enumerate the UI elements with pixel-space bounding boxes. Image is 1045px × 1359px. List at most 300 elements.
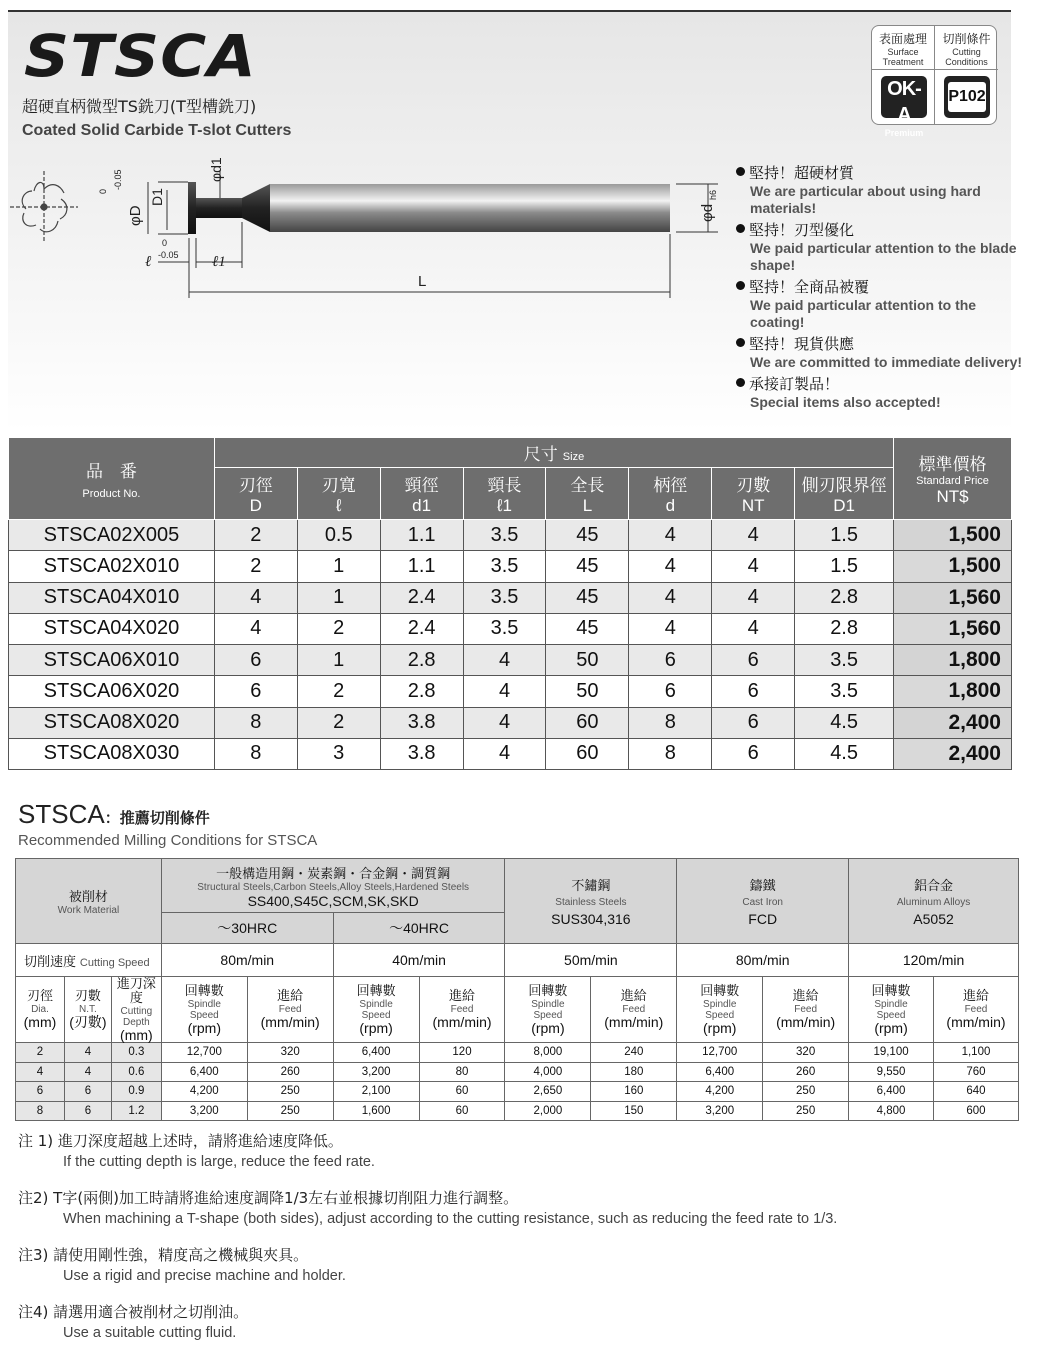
dia-label-dia-cn: 刃徑 bbox=[26, 989, 53, 1004]
spindle-cell: 6,400 bbox=[849, 1082, 934, 1102]
size-cell: 45 bbox=[546, 582, 629, 613]
product-number: STSCA08X030 bbox=[9, 738, 215, 769]
col-cn: 刃徑 bbox=[238, 476, 273, 496]
note-en: When machining a T-shape (both sides), adjust according to the cutting resistance, such as reducing the feed rate to 1/3. bbox=[63, 1211, 838, 1227]
conditions-en-2: Conditions bbox=[945, 57, 988, 67]
size-cell: 6 bbox=[712, 676, 795, 707]
size-header bbox=[214, 438, 893, 468]
size-cell: 1.5 bbox=[795, 551, 894, 582]
price-cell: 1,560 bbox=[894, 582, 1012, 613]
size-cell: 45 bbox=[546, 551, 629, 582]
spindle-label-spindle-en2: Speed bbox=[533, 1009, 563, 1021]
speed-value: 80m/min bbox=[677, 944, 849, 977]
material-group-stainless bbox=[505, 859, 677, 944]
table-row bbox=[9, 582, 1012, 613]
dim-l-tol-lower: -0.05 bbox=[158, 250, 179, 260]
size-cell: 6 bbox=[214, 645, 297, 676]
feature-cn: 承接訂製品！ bbox=[749, 375, 840, 393]
size-cell: 3.5 bbox=[463, 582, 546, 613]
hardness-30: ～30HRC bbox=[161, 913, 333, 944]
size-cell: 4 bbox=[629, 520, 712, 551]
size-cell: 1.1 bbox=[380, 551, 463, 582]
spindle-cell: 12,700 bbox=[677, 1043, 763, 1063]
spindle-cell: 6,400 bbox=[161, 1062, 247, 1082]
depth-cell: 0.9 bbox=[111, 1082, 161, 1102]
material-group-steel bbox=[161, 859, 505, 913]
dia-cell: 6 bbox=[16, 1082, 65, 1102]
spindle-label-spindle-unit: (rpm) bbox=[874, 1019, 908, 1036]
conditions-title-en: STSCA bbox=[18, 799, 105, 829]
size-cell: 4 bbox=[463, 738, 546, 769]
size-cell: 2.8 bbox=[380, 645, 463, 676]
note-cn: 注4) 請選用適合被削材之切削油。 bbox=[18, 1303, 249, 1321]
feed-label-feed-unit: (mm/min) bbox=[260, 1014, 320, 1030]
col-cn: 頸長 bbox=[487, 476, 522, 496]
price-cell: 1,500 bbox=[894, 551, 1012, 582]
price-cell: 1,800 bbox=[894, 676, 1012, 707]
feature-en: We paid particular attention to the coating! bbox=[750, 297, 977, 330]
product-number: STSCA08X020 bbox=[9, 707, 215, 738]
table-row bbox=[16, 1043, 1019, 1063]
group-cn: 不鏽鋼 bbox=[571, 879, 611, 894]
spindle-cell: 4,000 bbox=[505, 1062, 591, 1082]
conditions-cn: 切削條件 bbox=[942, 32, 991, 46]
bullet-icon bbox=[736, 281, 745, 290]
col-symbol: D bbox=[249, 496, 262, 515]
spindle-label-spindle-en2: Speed bbox=[189, 1009, 219, 1021]
spindle-cell: 2,000 bbox=[505, 1101, 591, 1121]
spindle-label-spindle-en1: Spindle bbox=[187, 998, 221, 1010]
dia-cell: 8 bbox=[16, 1101, 65, 1121]
feature-en: We are committed to immediate delivery! bbox=[750, 354, 1023, 370]
size-cell: 6 bbox=[214, 676, 297, 707]
speed-value: 40m/min bbox=[333, 944, 505, 977]
spindle-cell: 4,800 bbox=[849, 1101, 934, 1121]
col-cn: 側刃限界徑 bbox=[801, 476, 887, 496]
size-cell: 45 bbox=[546, 613, 629, 644]
depth-label-depth-en1: Cutting bbox=[120, 1005, 153, 1017]
spindle-label-spindle-unit: (rpm) bbox=[703, 1019, 737, 1036]
end-view-icon bbox=[10, 171, 78, 243]
spindle-label-spindle-en1: Spindle bbox=[531, 998, 565, 1010]
col-cn: 柄徑 bbox=[653, 476, 688, 496]
spindle-label-spindle-en2: Speed bbox=[705, 1009, 735, 1021]
spindle-cell: 2,650 bbox=[505, 1082, 591, 1102]
product-no-en: Product No. bbox=[82, 488, 141, 500]
col-symbol: ℓ1 bbox=[497, 496, 512, 515]
price-cn: 標準價格 bbox=[918, 455, 987, 475]
feed-cell: 120 bbox=[419, 1043, 505, 1063]
nt-cell: 6 bbox=[64, 1101, 111, 1121]
spindle-label-spindle-cn: 回轉數 bbox=[528, 983, 568, 999]
product-number: STSCA06X020 bbox=[9, 676, 215, 707]
dia-cell: 2 bbox=[16, 1043, 65, 1063]
spindle-cell: 19,100 bbox=[849, 1043, 934, 1063]
spindle-cell: 4,200 bbox=[161, 1082, 247, 1102]
spindle-cell: 9,550 bbox=[849, 1062, 934, 1082]
depth-label-depth-unit: (mm) bbox=[120, 1026, 153, 1043]
size-cell: 2.8 bbox=[795, 613, 894, 644]
size-cell: 4 bbox=[214, 582, 297, 613]
table-row bbox=[9, 613, 1012, 644]
size-cell: 4 bbox=[712, 582, 795, 613]
dim-D-tol-upper: 0 bbox=[98, 188, 108, 194]
feature-cn: 堅持！刃型優化 bbox=[749, 221, 855, 239]
size-col-header bbox=[380, 468, 463, 520]
group-grade: FCD bbox=[748, 911, 778, 927]
note-cn: 注 1) 進刀深度超越上述時，請將進給速度降低。 bbox=[18, 1132, 343, 1150]
group-en: Structural Steels,Carbon Steels,Alloy Steels,Hardened Steels bbox=[197, 881, 470, 893]
spindle-cell: 6,400 bbox=[677, 1062, 763, 1082]
feed-cell: 320 bbox=[247, 1043, 333, 1063]
feature-list bbox=[736, 163, 1026, 414]
product-no-cn: 品 番 bbox=[85, 462, 137, 482]
product-number: STSCA04X020 bbox=[9, 613, 215, 644]
feed-label-feed-en: Feed bbox=[278, 1004, 302, 1015]
size-cell: 2.4 bbox=[380, 613, 463, 644]
speed-label-en: Cutting Speed bbox=[79, 956, 150, 969]
feed-cell: 150 bbox=[591, 1101, 677, 1121]
shank bbox=[270, 184, 670, 232]
dim-d-tol: h6 bbox=[708, 189, 718, 200]
size-col-header bbox=[214, 468, 297, 520]
size-cell: 2.8 bbox=[795, 582, 894, 613]
bullet-icon bbox=[736, 338, 745, 347]
feature-en: We paid particular attention to the blade shape! bbox=[750, 240, 1017, 273]
cutting-speed-label bbox=[16, 944, 162, 977]
nt-cell: 4 bbox=[64, 1062, 111, 1082]
dim-l-tol-upper: 0 bbox=[162, 238, 168, 248]
dim-D1-label: D1 bbox=[149, 188, 165, 206]
col-symbol: d1 bbox=[412, 496, 432, 515]
spindle-label-spindle-cn: 回轉數 bbox=[356, 983, 396, 999]
col-symbol: NT bbox=[741, 496, 765, 515]
group-grade: SUS304,316 bbox=[551, 911, 631, 927]
subtitle-cn: 超硬直柄微型TS銑刀(T型槽銑刀) bbox=[22, 97, 257, 116]
feed-label-feed-cn: 進給 bbox=[792, 989, 819, 1004]
size-cell: 60 bbox=[546, 738, 629, 769]
spindle-label-spindle-unit: (rpm) bbox=[359, 1019, 393, 1036]
size-cell: 4 bbox=[712, 551, 795, 582]
size-cell: 0.5 bbox=[297, 520, 380, 551]
feed-cell: 160 bbox=[591, 1082, 677, 1102]
group-en: Cast Iron bbox=[742, 897, 783, 908]
price-cell: 1,560 bbox=[894, 613, 1012, 644]
note-en: If the cutting depth is large, reduce the feed rate. bbox=[63, 1154, 375, 1170]
size-cell: 8 bbox=[214, 707, 297, 738]
size-cell: 4 bbox=[712, 613, 795, 644]
feed-label-feed-cn: 進給 bbox=[620, 989, 647, 1004]
speed-value: 50m/min bbox=[505, 944, 677, 977]
feed-cell: 60 bbox=[419, 1082, 505, 1102]
group-cn: 鋁合金 bbox=[914, 879, 954, 894]
subtitle-en: Coated Solid Carbide T-slot Cutters bbox=[22, 122, 292, 139]
table-row bbox=[9, 520, 1012, 551]
coating-sub: Premium bbox=[884, 128, 924, 138]
spec-badge bbox=[871, 25, 997, 138]
size-cell: 4 bbox=[463, 645, 546, 676]
col-symbol: ℓ bbox=[335, 496, 342, 515]
size-cell: 8 bbox=[629, 738, 712, 769]
dim-D-label: φD bbox=[127, 205, 144, 226]
note-en: Use a rigid and precise machine and holder. bbox=[63, 1268, 346, 1284]
hardness-40: ～40HRC bbox=[333, 913, 505, 944]
group-grade: SS400,S45C,SCM,SK,SKD bbox=[247, 892, 419, 909]
size-cell: 4 bbox=[214, 613, 297, 644]
product-number: STSCA02X005 bbox=[9, 520, 215, 551]
spindle-label-spindle-en2: Speed bbox=[361, 1009, 391, 1021]
size-cell: 8 bbox=[214, 738, 297, 769]
feed-cell: 600 bbox=[933, 1101, 1018, 1121]
size-en: Size bbox=[562, 451, 585, 463]
group-grade: A5052 bbox=[913, 911, 954, 927]
depth-cell: 0.6 bbox=[111, 1062, 161, 1082]
nt-cell: 6 bbox=[64, 1082, 111, 1102]
size-col-header bbox=[795, 468, 894, 520]
spindle-label bbox=[677, 977, 763, 1043]
surface-treatment-cell bbox=[872, 26, 935, 138]
size-cell: 4 bbox=[463, 676, 546, 707]
bullet-icon bbox=[736, 378, 745, 387]
spindle-label-spindle-cn: 回轉數 bbox=[184, 983, 224, 999]
price-unit: NT$ bbox=[936, 487, 969, 506]
feed-label bbox=[763, 977, 849, 1043]
feature-item bbox=[736, 220, 1026, 274]
feed-cell: 260 bbox=[247, 1062, 333, 1082]
product-number: STSCA02X010 bbox=[9, 551, 215, 582]
size-col-header bbox=[463, 468, 546, 520]
group-en: Aluminum Alloys bbox=[896, 897, 971, 908]
table-row bbox=[9, 676, 1012, 707]
size-cell: 2.8 bbox=[380, 676, 463, 707]
depth-label-depth-en2: Depth bbox=[123, 1016, 150, 1028]
note-item bbox=[18, 1187, 1018, 1229]
spindle-label bbox=[505, 977, 591, 1043]
size-cell: 1 bbox=[297, 582, 380, 613]
feature-en: Special items also accepted! bbox=[750, 394, 941, 410]
note-item bbox=[18, 1244, 1018, 1286]
size-cell: 4.5 bbox=[795, 707, 894, 738]
size-cell: 1.1 bbox=[380, 520, 463, 551]
spindle-cell: 12,700 bbox=[161, 1043, 247, 1063]
spindle-label-spindle-en1: Spindle bbox=[359, 998, 393, 1010]
conditions-title bbox=[18, 799, 210, 830]
price-cell: 2,400 bbox=[894, 707, 1012, 738]
feed-cell: 320 bbox=[763, 1043, 849, 1063]
feature-item bbox=[736, 334, 1026, 371]
table-row bbox=[16, 1101, 1019, 1121]
note-cn: 注2) T字(兩側)加工時請將進給速度調降1/3左右並根據切削阻力進行調整。 bbox=[18, 1189, 519, 1207]
size-cn: 尺寸 bbox=[523, 445, 558, 465]
dim-d1-label: φd1 bbox=[208, 157, 224, 182]
feed-label-feed-cn: 進給 bbox=[962, 989, 989, 1004]
speed-label-cn: 切削速度 bbox=[24, 954, 77, 970]
nt-cell: 4 bbox=[64, 1043, 111, 1063]
badge-divider bbox=[872, 69, 998, 70]
depth-cell: 1.2 bbox=[111, 1101, 161, 1121]
size-cell: 6 bbox=[629, 645, 712, 676]
size-cell: 3.5 bbox=[463, 551, 546, 582]
feed-label-feed-en: Feed bbox=[964, 1004, 988, 1015]
size-cell: 4 bbox=[463, 707, 546, 738]
work-material-header bbox=[16, 859, 162, 944]
size-col-header bbox=[546, 468, 629, 520]
size-col-header bbox=[629, 468, 712, 520]
feed-cell: 1,100 bbox=[933, 1043, 1018, 1063]
feed-cell: 260 bbox=[763, 1062, 849, 1082]
surface-en-2: Treatment bbox=[882, 57, 924, 67]
cutter-head bbox=[188, 182, 196, 234]
size-cell: 2 bbox=[297, 613, 380, 644]
conditions-title-cn: ：推薦切削條件 bbox=[104, 809, 210, 827]
dim-L-label: L bbox=[418, 273, 427, 290]
size-cell: 3 bbox=[297, 738, 380, 769]
coating-name: OK-A bbox=[887, 78, 921, 126]
size-cell: 60 bbox=[546, 707, 629, 738]
size-cell: 2 bbox=[297, 707, 380, 738]
feed-label bbox=[591, 977, 677, 1043]
price-header bbox=[894, 438, 1012, 520]
feature-item bbox=[736, 277, 1026, 331]
spindle-label-spindle-en2: Speed bbox=[876, 1009, 906, 1021]
price-cell: 1,500 bbox=[894, 520, 1012, 551]
speed-value: 120m/min bbox=[849, 944, 1019, 977]
size-cell: 2 bbox=[214, 520, 297, 551]
spindle-cell: 4,200 bbox=[677, 1082, 763, 1102]
feed-cell: 180 bbox=[591, 1062, 677, 1082]
tool-drawing bbox=[8, 150, 728, 310]
feed-label-feed-unit: (mm/min) bbox=[604, 1014, 664, 1030]
spindle-cell: 3,200 bbox=[333, 1062, 419, 1082]
feed-cell: 250 bbox=[763, 1101, 849, 1121]
product-number: STSCA04X010 bbox=[9, 582, 215, 613]
size-cell: 45 bbox=[546, 520, 629, 551]
col-symbol: d bbox=[665, 496, 676, 515]
coating-logo bbox=[881, 76, 927, 138]
spindle-label-spindle-cn: 回轉數 bbox=[871, 983, 911, 999]
size-cell: 3.5 bbox=[795, 676, 894, 707]
feed-cell: 60 bbox=[419, 1101, 505, 1121]
nt-label bbox=[64, 977, 111, 1043]
material-group-cast-iron bbox=[677, 859, 849, 944]
product-table bbox=[8, 437, 1012, 770]
nt-label-nt-unit: (刃數) bbox=[69, 1014, 107, 1030]
surface-en-1: Surface bbox=[887, 47, 919, 57]
feature-item bbox=[736, 163, 1026, 217]
cutter-neck bbox=[196, 198, 242, 218]
dim-D-tol-lower: -0.05 bbox=[113, 169, 123, 190]
size-cell: 50 bbox=[546, 645, 629, 676]
spindle-cell: 1,600 bbox=[333, 1101, 419, 1121]
size-cell: 2.4 bbox=[380, 582, 463, 613]
spindle-label-spindle-en1: Spindle bbox=[703, 998, 737, 1010]
size-cell: 3.8 bbox=[380, 707, 463, 738]
size-cell: 6 bbox=[712, 707, 795, 738]
group-en: Stainless Steels bbox=[555, 897, 627, 908]
size-cell: 2 bbox=[297, 676, 380, 707]
dia-label-dia-unit: (mm) bbox=[23, 1014, 57, 1030]
col-symbol: D1 bbox=[833, 496, 855, 515]
feed-label-feed-en: Feed bbox=[450, 1004, 474, 1015]
brand-title: STSCA bbox=[24, 22, 257, 90]
size-cell: 1 bbox=[297, 645, 380, 676]
size-col-header bbox=[297, 468, 380, 520]
bullet-icon bbox=[736, 224, 745, 233]
conditions-en-1: Cutting bbox=[952, 47, 981, 57]
dia-cell: 4 bbox=[16, 1062, 65, 1082]
feed-cell: 80 bbox=[419, 1062, 505, 1082]
notes bbox=[18, 1130, 1018, 1358]
size-col-header bbox=[712, 468, 795, 520]
spindle-label bbox=[849, 977, 934, 1043]
table-row bbox=[16, 1082, 1019, 1102]
depth-label-depth-cn: 進刀深度 bbox=[116, 976, 156, 1006]
size-cell: 4.5 bbox=[795, 738, 894, 769]
spindle-label bbox=[161, 977, 247, 1043]
work-material-en: Work Material bbox=[57, 905, 120, 916]
dia-label-dia-en: Dia. bbox=[31, 1004, 49, 1015]
feed-label bbox=[419, 977, 505, 1043]
spindle-cell: 2,100 bbox=[333, 1082, 419, 1102]
speed-value: 80m/min bbox=[161, 944, 333, 977]
price-cell: 2,400 bbox=[894, 738, 1012, 769]
size-cell: 4 bbox=[712, 520, 795, 551]
cutter-taper bbox=[242, 184, 270, 232]
spindle-cell: 8,000 bbox=[505, 1043, 591, 1063]
size-cell: 6 bbox=[629, 676, 712, 707]
group-cn: 一般構造用鋼・炭素鋼・合金鋼・調質鋼 bbox=[216, 866, 451, 882]
table-row bbox=[9, 551, 1012, 582]
dim-d-label: φd bbox=[699, 203, 716, 222]
spindle-label-spindle-cn: 回轉數 bbox=[700, 983, 740, 999]
feed-cell: 250 bbox=[247, 1082, 333, 1102]
col-cn: 頸徑 bbox=[404, 476, 439, 496]
size-cell: 3.5 bbox=[463, 613, 546, 644]
col-cn: 全長 bbox=[570, 476, 605, 496]
conditions-subtitle: Recommended Milling Conditions for STSCA bbox=[18, 832, 318, 849]
size-cell: 4 bbox=[629, 551, 712, 582]
feed-label-feed-unit: (mm/min) bbox=[946, 1014, 1006, 1030]
note-en: Use a suitable cutting fluid. bbox=[63, 1325, 237, 1341]
size-cell: 50 bbox=[546, 676, 629, 707]
spindle-cell: 6,400 bbox=[333, 1043, 419, 1063]
size-cell: 8 bbox=[629, 707, 712, 738]
size-cell: 6 bbox=[712, 738, 795, 769]
feed-label-feed-unit: (mm/min) bbox=[432, 1014, 492, 1030]
note-cn: 注3) 請使用剛性強，精度高之機械與夾具。 bbox=[18, 1246, 309, 1264]
feed-label-feed-cn: 進給 bbox=[448, 989, 475, 1004]
spindle-label-spindle-unit: (rpm) bbox=[531, 1019, 565, 1036]
size-cell: 3.5 bbox=[463, 520, 546, 551]
feed-cell: 240 bbox=[591, 1043, 677, 1063]
bullet-icon bbox=[736, 167, 745, 176]
size-cell: 3.5 bbox=[795, 645, 894, 676]
table-row bbox=[9, 707, 1012, 738]
feed-label-feed-unit: (mm/min) bbox=[776, 1014, 836, 1030]
spindle-cell: 3,200 bbox=[161, 1101, 247, 1121]
feed-label bbox=[933, 977, 1018, 1043]
nt-label-nt-cn: 刃數 bbox=[74, 989, 101, 1004]
size-cell: 1.5 bbox=[795, 520, 894, 551]
col-symbol: L bbox=[582, 496, 593, 515]
size-cell: 4 bbox=[629, 613, 712, 644]
feature-item bbox=[736, 374, 1026, 411]
conditions-table bbox=[15, 858, 1019, 1121]
feed-label bbox=[247, 977, 333, 1043]
col-cn: 刃數 bbox=[736, 476, 771, 496]
table-row bbox=[9, 645, 1012, 676]
page-reference-icon bbox=[944, 76, 990, 118]
